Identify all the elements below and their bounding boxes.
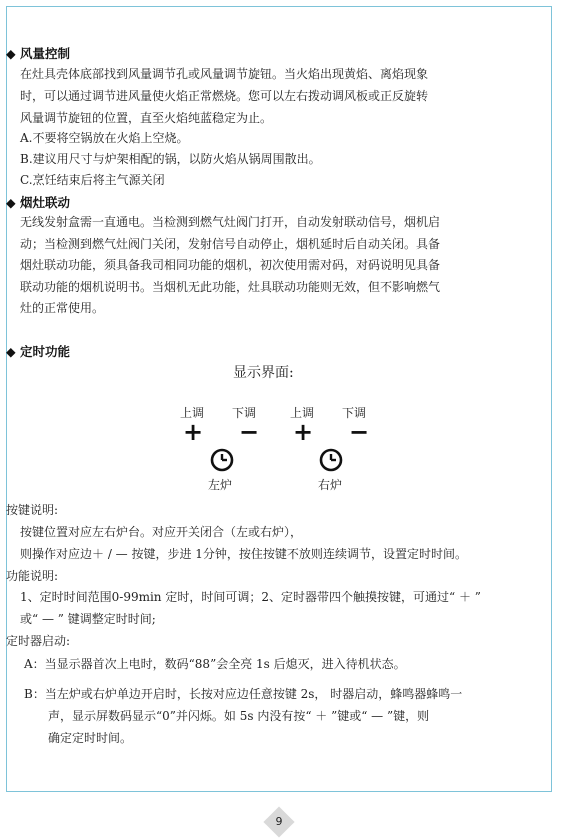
section-heading-fan: ◆ 风量控制 <box>6 46 71 61</box>
fan-line-4: A.不要将空锅放在火焰上空烧。 <box>20 131 189 145</box>
start-b-line-1: B：当左炉或右炉单边开启时，长按对应边任意按键 2s， 时器启动，蜂鸣器蜂鸣一 <box>24 687 463 701</box>
fan-line-3: 风量调节旋钮的位置，直至火焰纯蓝稳定为止。 <box>20 111 273 125</box>
minus-key-right[interactable]: − <box>349 418 370 446</box>
fan-line-6: C.烹饪结束后将主气源关闭 <box>20 173 165 187</box>
label-up-right: 上调 <box>290 406 315 420</box>
link-line-5: 灶的正常使用。 <box>20 301 105 315</box>
diamond-bullet-icon: ◆ <box>6 46 16 61</box>
fan-line-1: 在灶具壳体底部找到风量调节孔或风量调节旋钮。当火焰出现黄焰、离焰现象 <box>20 67 429 81</box>
section-heading-timer: ◆ 定时功能 <box>6 344 71 359</box>
func-line-2: 或“ — ” 键调整定时时间; <box>20 612 156 626</box>
link-line-4: 联动功能的烟机说明书。当烟机无此功能，灶具联动功能则无效，但不影响燃气 <box>20 280 441 294</box>
link-line-1: 无线发射盒需一直通电。当检测到燃气灶阀门打开，自动发射联动信号，烟机启 <box>20 215 441 229</box>
timer-clock-icon-right <box>318 447 344 473</box>
start-a: A：当显示器首次上电时，数码“88”会全亮 1s 后熄灭，进入待机状态。 <box>24 657 406 671</box>
plus-key-left[interactable]: + <box>183 418 204 446</box>
diamond-bullet-icon: ◆ <box>6 195 16 210</box>
display-title: 显示界面: <box>233 365 294 381</box>
label-down-right: 下调 <box>342 406 367 420</box>
link-line-2: 动；当检测到燃气灶阀门关闭，发射信号自动停止，烟机延时后自动关闭。具备 <box>20 237 441 251</box>
key-line-1: 按键位置对应左右炉台。对应开关闭合（左或右炉）， <box>20 525 303 539</box>
timer-clock-icon-left <box>209 447 235 473</box>
label-down-left: 下调 <box>232 406 257 420</box>
key-heading: 按键说明: <box>6 503 59 517</box>
minus-key-left[interactable]: − <box>239 418 260 446</box>
label-up-left: 上调 <box>180 406 205 420</box>
start-b-line-2: 声，显示屏数码显示“0”并闪烁。如 5s 内没有按“ ＋ ”键或“ — ”键，则 <box>48 709 430 723</box>
start-b-line-3: 确定定时时间。 <box>48 731 133 745</box>
start-heading: 定时器启动: <box>6 634 71 648</box>
link-line-3: 烟灶联动功能，须具备我司相同功能的烟机，初次使用需对码，对码说明见具备 <box>20 258 441 272</box>
diamond-bullet-icon: ◆ <box>6 344 16 359</box>
func-line-1: 1、定时时间范围0-99min 定时，时间可调；2、定时器带四个触摸按键，可通过“ ＋ ” <box>20 590 481 604</box>
fan-line-5: B.建议用尺寸与炉架相配的锅，以防火焰从锅周围散出。 <box>20 152 321 166</box>
plus-key-right[interactable]: + <box>293 418 314 446</box>
key-line-2: 则操作对应边＋ / — 按键，步进 1分钟，按住按键不放则连续调节，设置定时时间。 <box>20 547 467 561</box>
label-right-burner: 右炉 <box>318 478 343 492</box>
func-heading: 功能说明: <box>6 569 59 583</box>
page-number: 9 <box>275 815 283 828</box>
section-heading-link: ◆ 烟灶联动 <box>6 195 71 210</box>
fan-line-2: 时，可以通过调节进风量使火焰正常燃烧。您可以左右拨动调风板或正反旋转 <box>20 89 429 103</box>
label-left-burner: 左炉 <box>208 478 233 492</box>
